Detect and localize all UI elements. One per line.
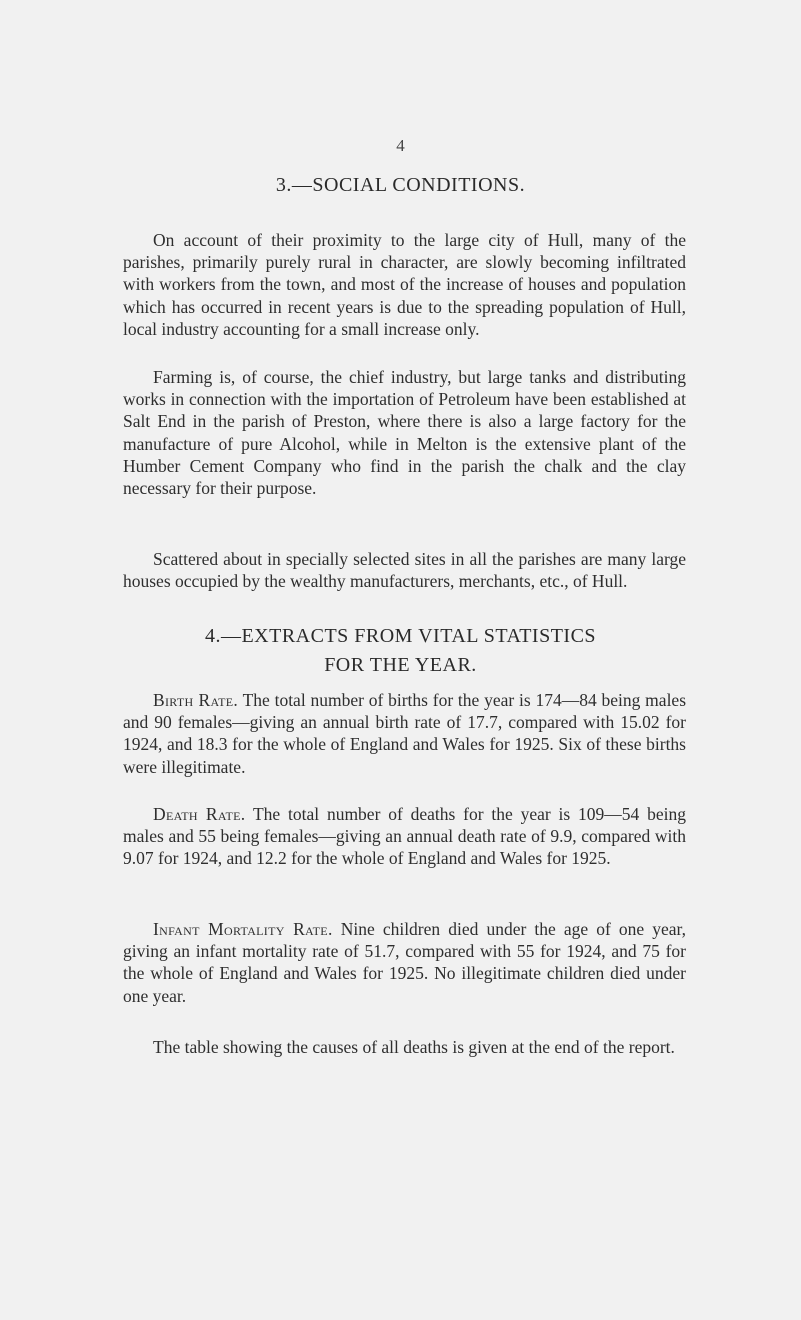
death-rate-label: Death Rate. <box>153 804 246 824</box>
section-heading-vital-statistics <box>0 622 801 680</box>
birth-rate-label: Birth Rate. <box>153 690 239 710</box>
page-number: 4 <box>396 136 405 155</box>
heading-line-2: FOR THE YEAR. <box>324 654 477 676</box>
birth-rate-text: The total number of births for the year is 174—84 being males and 90 females—giving an annual birth rate of 17.7, compared with 15.02 for 1924, and 18.3 for the whole of England and Wales for 1925. Six of these births were illegitimate. <box>123 690 687 777</box>
infant-mortality-text: Nine children died under the age of one year, giving an infant mortality rate of 51.7, compared with 55 for 1924, and 75 for the whole of England and Wales for 1925. No illegitimate children died under one year. <box>123 919 687 1006</box>
paragraph-infant-mortality <box>123 918 686 1007</box>
heading-line-1: 4.—EXTRACTS FROM VITAL STATISTICS <box>204 625 597 647</box>
paragraph-closing-note: The table showing the causes of all deaths is given at the end of the report. <box>153 1037 675 1057</box>
paragraph-death-rate <box>123 803 686 870</box>
infant-mortality-label: Infant Mortality Rate. <box>153 919 333 939</box>
paragraph-farming-industry: Farming is, of course, the chief industry, but large tanks and distributing works in connection with the importation of Petroleum have been established at Salt End in the parish of Preston, where there is also a large factory for the manufacture of pure Alcohol, while in Melton is the extensive plant of the Humber Cement Company who find in the parish the chalk and the clay necessary for their purpose. <box>123 367 686 499</box>
paragraph-proximity-to-hull: On account of their proximity to the large city of Hull, many of the parishes, primarily purely rural in character, are slowly becoming infiltrated with workers from the town, and most of the increase of houses and population which has occurred in recent years is due to the spreading population of Hull, local industry accounting for a small increase only. <box>123 230 686 339</box>
paragraph-birth-rate <box>123 689 686 778</box>
section-heading-social-conditions: 3.—SOCIAL CONDITIONS. <box>275 174 526 196</box>
paragraph-large-houses: Scattered about in specially selected sites in all the parishes are many large houses occupied by the wealthy manufacturers, merchants, etc., of Hull. <box>123 549 686 592</box>
death-rate-text: The total number of deaths for the year is 109—54 being males and 55 being females—giving an annual death rate of 9.9, compared with 9.07 for 1924, and 12.2 for the whole of England and Wales for 1925. <box>123 804 686 869</box>
